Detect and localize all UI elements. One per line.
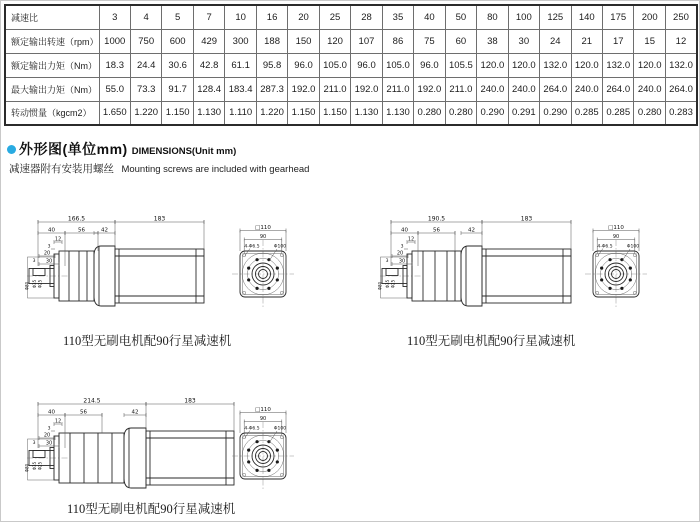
value-cell: 96.0 [351, 53, 382, 77]
value-cell: 105.5 [445, 53, 476, 77]
dim-label: 90 [259, 234, 267, 241]
value-cell: 120.0 [508, 53, 539, 77]
drawing-caption-1: 110型无刷电机配90行星减速机 [63, 334, 232, 348]
value-cell: 1.650 [99, 101, 130, 125]
value-cell: 0.285 [571, 101, 602, 125]
dim-label: 40 [48, 227, 55, 234]
dim-label: Φ25 [37, 461, 43, 471]
value-cell: 18.3 [99, 53, 130, 77]
dim-label: 30 [45, 440, 53, 447]
row-header: 转动惯量（kgcm2） [5, 101, 99, 125]
dim-label: Φ25 [390, 279, 396, 289]
dim-label: 56 [80, 409, 87, 416]
value-cell: 192.0 [351, 77, 382, 101]
dim-label: 56 [433, 227, 440, 234]
value-cell: 1.110 [225, 101, 256, 125]
value-cell: 40 [414, 5, 445, 29]
value-cell: 42.8 [193, 53, 224, 77]
value-cell: 21 [571, 29, 602, 53]
dim-label: Φ100 [626, 244, 640, 250]
value-cell: 132.0 [540, 53, 571, 77]
spec-table [4, 4, 698, 126]
table-row [5, 77, 697, 101]
value-cell: 86 [382, 29, 413, 53]
value-cell: 1.150 [288, 101, 319, 125]
dim-label: Φ100 [273, 426, 287, 432]
value-cell: 150 [288, 29, 319, 53]
value-cell: 20 [288, 5, 319, 29]
value-cell: 200 [634, 5, 665, 29]
value-cell: 10 [225, 5, 256, 29]
table-row [5, 53, 697, 77]
row-header: 减速比 [5, 5, 99, 29]
dim-label: Φ80 [24, 463, 30, 473]
value-cell: 25 [319, 5, 350, 29]
value-cell: 95.8 [256, 53, 287, 77]
dim-label: 90 [259, 416, 267, 423]
value-cell: 0.290 [540, 101, 571, 125]
table-row [5, 101, 697, 125]
dim-label: Φ35 [32, 279, 37, 289]
dim-label: Φ35 [385, 279, 390, 289]
value-cell: 175 [603, 5, 634, 29]
value-cell: 250 [665, 5, 697, 29]
value-cell: 73.3 [130, 77, 161, 101]
value-cell: 132.0 [603, 53, 634, 77]
value-cell: 35 [382, 5, 413, 29]
value-cell: 4 [130, 5, 161, 29]
value-cell: 75 [414, 29, 445, 53]
table-row [5, 5, 697, 29]
value-cell: 1.130 [382, 101, 413, 125]
table-row [5, 29, 697, 53]
dim-label: 56 [78, 227, 85, 234]
value-cell: 211.0 [382, 77, 413, 101]
value-cell: 192.0 [288, 77, 319, 101]
dim-label: 3 [385, 259, 389, 264]
row-header: 额定输出力矩（Nm） [5, 53, 99, 77]
value-cell: 17 [603, 29, 634, 53]
value-cell: 55.0 [99, 77, 130, 101]
dim-label: 3 [32, 441, 36, 446]
value-cell: 240.0 [477, 77, 508, 101]
dim-label: □110 [255, 225, 271, 232]
value-cell: 287.3 [256, 77, 287, 101]
value-cell: 240.0 [634, 77, 665, 101]
value-cell: 120.0 [634, 53, 665, 77]
value-cell: 0.280 [445, 101, 476, 125]
row-header: 最大输出力矩（Nm） [5, 77, 99, 101]
row-header: 额定输出转速（rpm） [5, 29, 99, 53]
dim-label: Φ100 [273, 244, 287, 250]
value-cell: 61.1 [225, 53, 256, 77]
value-cell: 1.130 [351, 101, 382, 125]
value-cell: 240.0 [508, 77, 539, 101]
value-cell: 188 [256, 29, 287, 53]
section-subtitle [9, 159, 309, 177]
value-cell: 96.0 [414, 53, 445, 77]
dim-label: 183 [184, 397, 196, 405]
dim-label: 40 [401, 227, 408, 234]
value-cell: 120 [319, 29, 350, 53]
value-cell: 192.0 [414, 77, 445, 101]
dim-label: 42 [101, 227, 108, 234]
value-cell: 750 [130, 29, 161, 53]
dim-label: 20 [43, 250, 51, 257]
dim-label: 4-Φ6.5 [597, 244, 613, 250]
value-cell: 0.280 [414, 101, 445, 125]
value-cell: 28 [351, 5, 382, 29]
value-cell: 3 [99, 5, 130, 29]
value-cell: 5 [162, 5, 193, 29]
value-cell: 125 [540, 5, 571, 29]
drawing-caption-2: 110型无刷电机配90行星减速机 [407, 334, 576, 348]
value-cell: 24.4 [130, 53, 161, 77]
value-cell: 211.0 [319, 77, 350, 101]
value-cell: 105.0 [382, 53, 413, 77]
value-cell: 91.7 [162, 77, 193, 101]
dim-label: 3 [47, 244, 51, 250]
value-cell: 0.280 [634, 101, 665, 125]
dim-label: 20 [43, 432, 51, 439]
dim-label: 183 [520, 215, 533, 223]
dim-label: 12 [54, 236, 62, 243]
value-cell: 30.6 [162, 53, 193, 77]
value-cell: 140 [571, 5, 602, 29]
drawing-gearmotor-2 [379, 204, 679, 326]
value-cell: 1000 [99, 29, 130, 53]
value-cell: 7 [193, 5, 224, 29]
value-cell: 183.4 [225, 77, 256, 101]
dim-label: 183 [153, 215, 166, 223]
dim-label: 214.5 [83, 397, 101, 405]
drawing-caption-3: 110型无刷电机配90行星减速机 [67, 502, 236, 516]
value-cell: 0.291 [508, 101, 539, 125]
value-cell: 15 [634, 29, 665, 53]
dim-label: 4-Φ6.5 [244, 426, 260, 432]
dim-label: 166.5 [67, 215, 86, 223]
value-cell: 80 [477, 5, 508, 29]
value-cell: 1.130 [193, 101, 224, 125]
value-cell: 0.290 [477, 101, 508, 125]
dim-label: 3 [32, 259, 36, 264]
dim-label: □110 [608, 225, 624, 232]
value-cell: 429 [193, 29, 224, 53]
dim-label: 30 [398, 258, 406, 265]
value-cell: 12 [665, 29, 697, 53]
value-cell: 1.150 [319, 101, 350, 125]
value-cell: 128.4 [193, 77, 224, 101]
section-subtitle-zh: 减速器附有安装用螺丝 [9, 163, 114, 175]
dim-label: □110 [255, 407, 271, 414]
value-cell: 1.220 [130, 101, 161, 125]
value-cell: 24 [540, 29, 571, 53]
value-cell: 1.150 [162, 101, 193, 125]
dim-label: 3 [47, 426, 51, 432]
section-subtitle-en: Mounting screws are included with gearhead [121, 164, 310, 175]
dim-label: 12 [407, 236, 415, 243]
value-cell: 0.283 [665, 101, 697, 125]
dim-label: 30 [45, 258, 53, 265]
value-cell: 264.0 [603, 77, 634, 101]
value-cell: 38 [477, 29, 508, 53]
dim-label: 42 [468, 227, 475, 234]
value-cell: 600 [162, 29, 193, 53]
dim-label: 3 [400, 244, 404, 250]
dim-label: 90 [612, 234, 620, 241]
value-cell: 107 [351, 29, 382, 53]
section-header [7, 139, 236, 159]
value-cell: 30 [508, 29, 539, 53]
value-cell: 0.285 [603, 101, 634, 125]
dim-label: 190.5 [427, 215, 446, 223]
value-cell: 264.0 [665, 77, 697, 101]
section-title-zh: 外形图(单位mm) [19, 141, 128, 157]
value-cell: 120.0 [571, 53, 602, 77]
value-cell: 60 [445, 29, 476, 53]
value-cell: 50 [445, 5, 476, 29]
section-bullet-icon [7, 145, 16, 154]
value-cell: 264.0 [540, 77, 571, 101]
value-cell: 105.0 [319, 53, 350, 77]
dim-label: Φ80 [24, 281, 30, 291]
section-title-en: DIMENSIONS(Unit mm) [131, 145, 237, 157]
value-cell: 16 [256, 5, 287, 29]
value-cell: 300 [225, 29, 256, 53]
value-cell: 96.0 [288, 53, 319, 77]
dim-label: 40 [48, 409, 55, 416]
value-cell: 100 [508, 5, 539, 29]
dim-label: 4-Φ6.5 [244, 244, 260, 250]
value-cell: 240.0 [571, 77, 602, 101]
dim-label: Φ80 [377, 281, 383, 291]
dim-label: 42 [131, 409, 139, 416]
dim-label: 12 [54, 418, 62, 425]
dim-label: 20 [396, 250, 404, 257]
value-cell: 211.0 [445, 77, 476, 101]
drawing-gearmotor-3 [26, 386, 326, 508]
dim-label: Φ35 [32, 461, 37, 471]
value-cell: 132.0 [665, 53, 697, 77]
value-cell: 1.220 [256, 101, 287, 125]
value-cell: 120.0 [477, 53, 508, 77]
drawing-gearmotor-1 [26, 204, 296, 326]
dim-label: Φ25 [37, 279, 43, 289]
